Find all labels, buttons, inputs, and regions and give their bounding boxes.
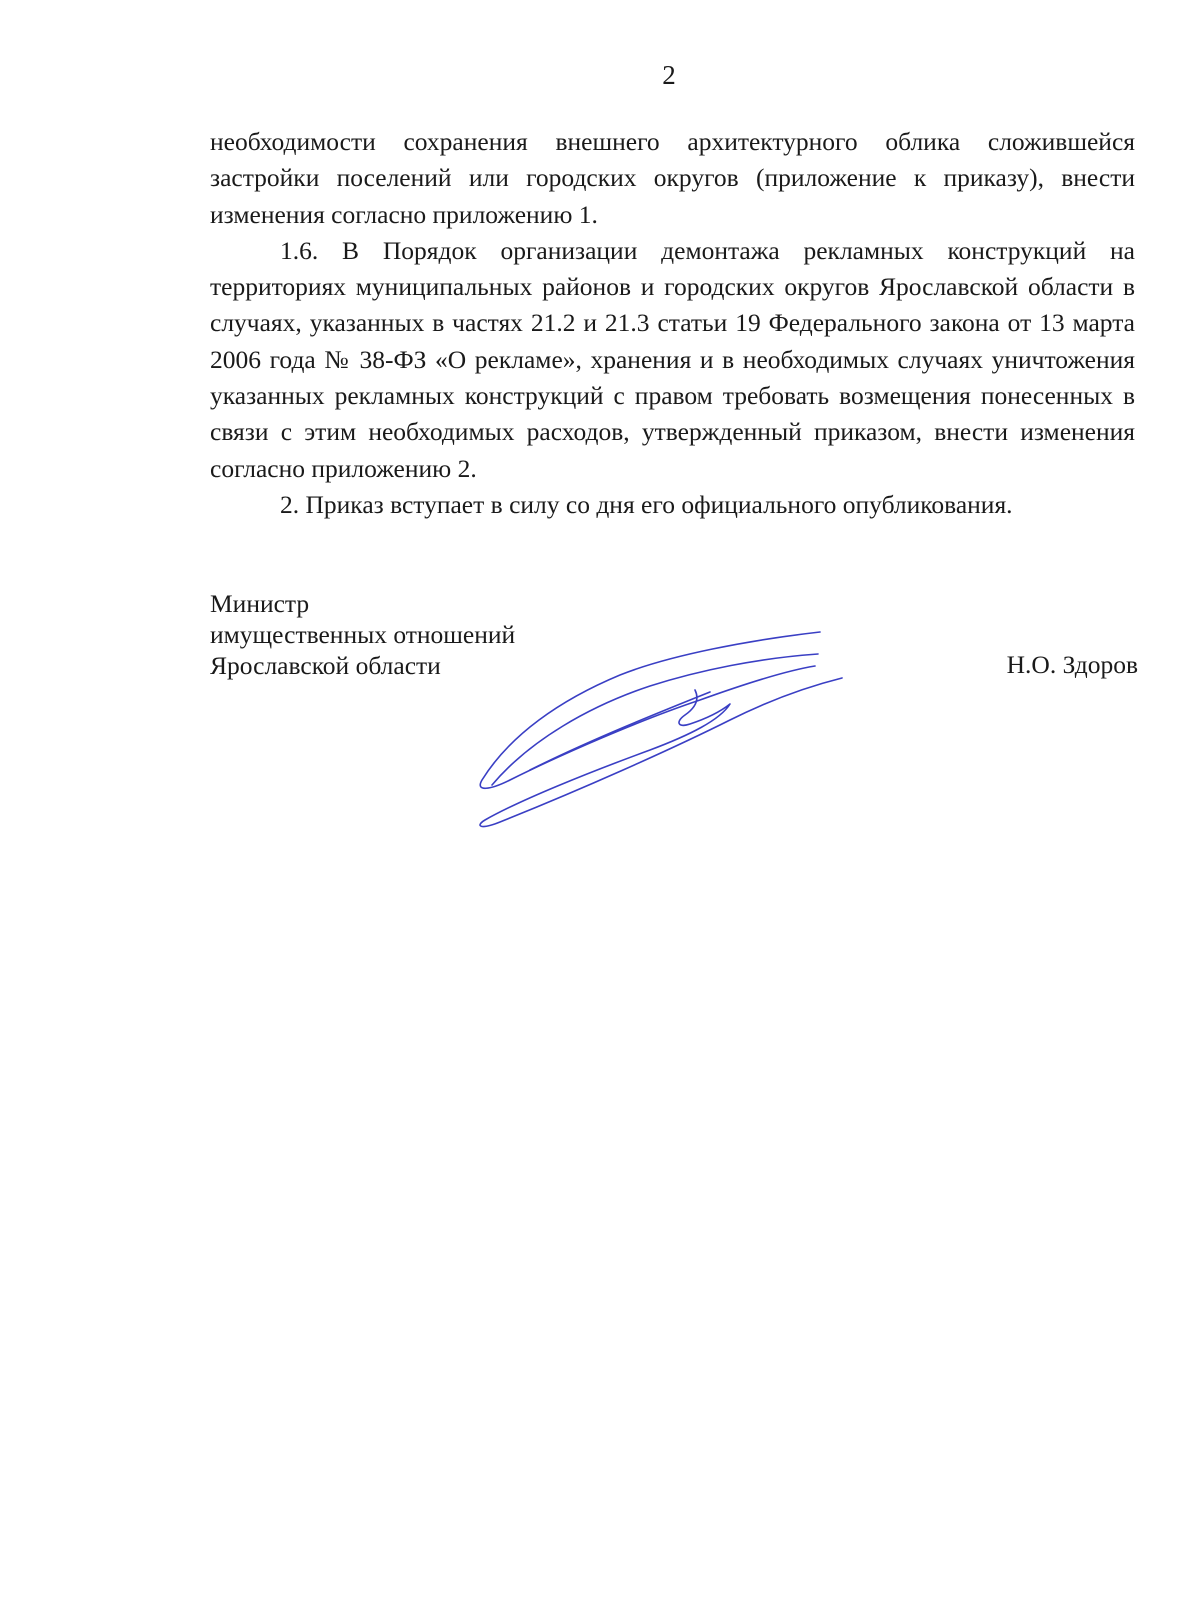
signature-stroke-3	[480, 678, 842, 826]
page-number: 2	[662, 60, 676, 90]
signature-stroke-1	[480, 632, 820, 788]
position-line-2: имущественных отношений	[210, 620, 516, 649]
paragraph-continuation: необходимости сохранения внешнего архитектурного облика сложившейся застройки поселений или городских округов (приложение к приказу), внести изменения согласно приложению 1.	[210, 127, 1135, 229]
paragraph-1-6: 1.6. В Порядок организации демонтажа рекламных конструкций на территориях муниципальных районов и городских округов Ярославской области в случаях, указанных в частях 21.2 и 21.3 статьи 19 Федерального закона от 13 марта 2006 года № 38-ФЗ «О рекламе», хранения и в необходимых случаях уничтожения указанных рекламных конструкций с правом требовать возмещения понесенных в связи с этим необходимых расходов, утвержденный приказом, внести изменения согласно приложению 2.	[210, 235, 1135, 483]
handwritten-signature	[470, 620, 860, 835]
signatory-name: Н.О. Здоров	[1006, 650, 1138, 679]
position-line-3: Ярославской области	[210, 651, 441, 680]
document-body	[210, 124, 1135, 523]
position-line-1: Министр	[210, 589, 310, 618]
paragraph-2: 2. Приказ вступает в силу со дня его официального опубликования.	[280, 489, 1013, 519]
